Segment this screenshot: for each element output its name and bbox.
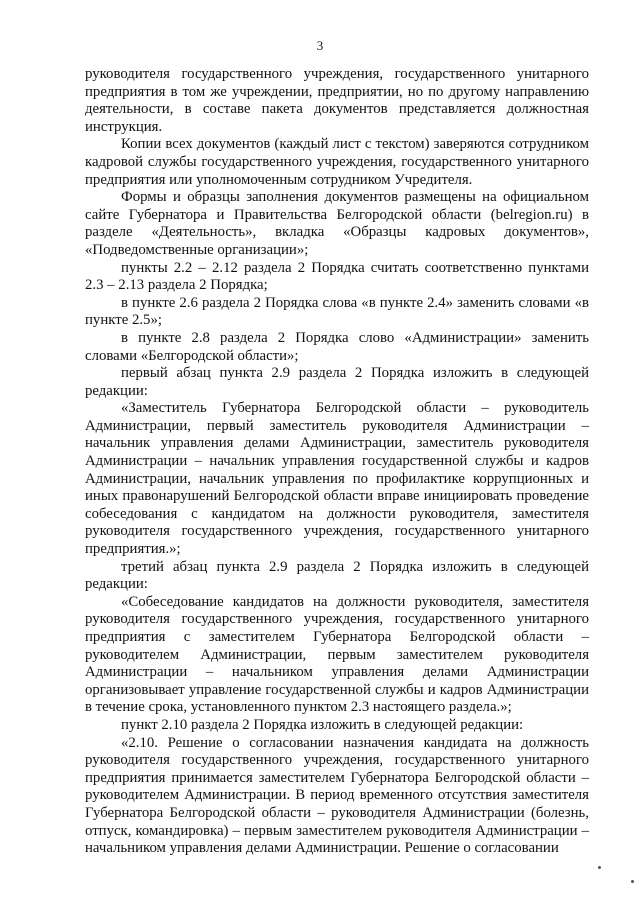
paragraph-9: третий абзац пункта 2.9 раздела 2 Порядка изложить в следующей редакции: (85, 558, 589, 593)
page-number: 3 (316, 38, 324, 53)
paragraph-4: пункты 2.2 – 2.12 раздела 2 Порядка считать соответственно пунктами 2.3 – 2.13 раздела 2 Порядка; (85, 259, 589, 294)
paragraph-8: «Заместитель Губернатора Белгородской области – руководитель Администрации, первый заместитель руководителя Администрации – начальник управления делами Администрации, заместитель руководителя Администрации – начальник управления государственной службы и кадров Администрации, начальник управления по профилактике коррупционных и иных правонарушений Белгородской области вправе инициировать проведение собеседования с кандидатом на должности руководителя, заместителя руководителя государственного учреждения, государственного унитарного предприятия.»; (85, 400, 589, 558)
scan-speck (631, 880, 634, 883)
paragraph-5: в пункте 2.6 раздела 2 Порядка слова «в пункте 2.4» заменить словами «в пункте 2.5»; (85, 294, 589, 329)
paragraph-10: «Собеседование кандидатов на должности руководителя, заместителя руководителя государственного учреждения, государственного унитарного предприятия с заместителем Губернатора Белгородской области – руководителем Администрации, первым заместителем руководителя Администрации – начальником управления делами Администрации организовывает управление государственной службы и кадров Администрации в течение срока, установленного пунктом 2.3 настоящего раздела.»; (85, 593, 589, 716)
paragraph-2: Копии всех документов (каждый лист с текстом) заверяются сотрудником кадровой службы государственного учреждения, государственного унитарного предприятия или уполномоченным сотрудником Учредителя. (85, 136, 589, 188)
scan-speck (598, 866, 601, 869)
document-body (85, 66, 589, 858)
paragraph-3: Формы и образцы заполнения документов размещены на официальном сайте Губернатора и Правительства Белгородской области (belregion.ru) в разделе «Деятельность», вкладка «Образцы кадровых документов», «Подведомственные организации»; (85, 189, 589, 258)
paragraph-12: «2.10. Решение о согласовании назначения кандидата на должность руководителя государственного учреждения, государственного унитарного предприятия принимается заместителем Губернатора Белгородской области – руководителем Администрации. В период временного отсутствия заместителя Губернатора Белгородской области – руководителя Администрации (болезнь, отпуск, командировка) – первым заместителем руководителя Администрации – начальником управления делами Администрации. Решение о согласовании (85, 734, 589, 857)
paragraph-11: пункт 2.10 раздела 2 Порядка изложить в следующей редакции: (121, 716, 524, 733)
paragraph-7: первый абзац пункта 2.9 раздела 2 Порядка изложить в следующей редакции: (85, 365, 589, 399)
paragraph-6: в пункте 2.8 раздела 2 Порядка слово «Администрации» заменить словами «Белгородской области»; (85, 329, 589, 364)
paragraph-1: руководителя государственного учреждения, государственного унитарного предприятия в том же учреждении, предприятии, но по другому направлению деятельности, в составе пакета документов представляется должностная инструкция. (85, 66, 589, 135)
